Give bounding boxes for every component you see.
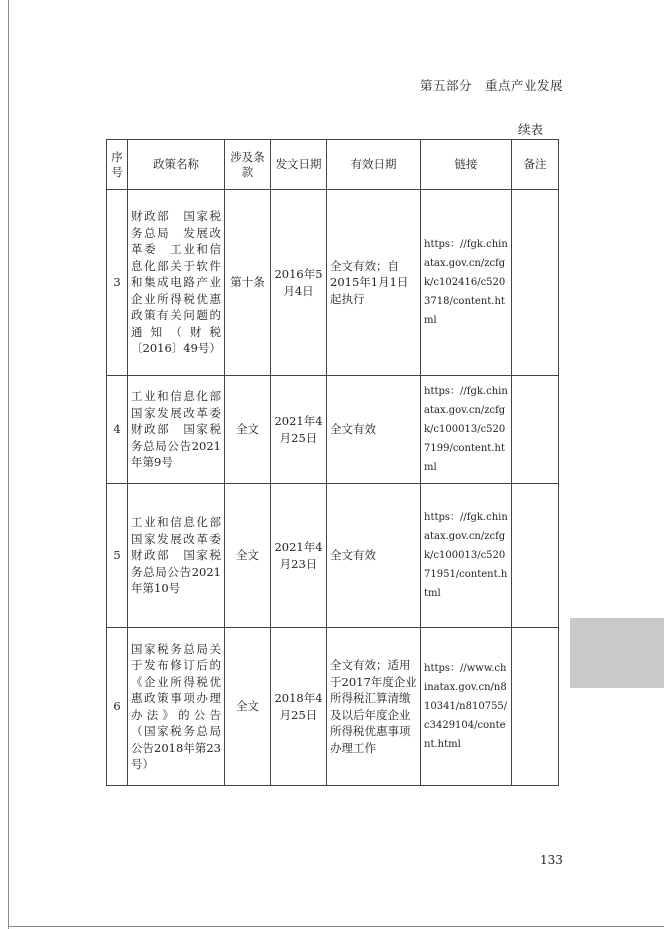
running-header: 第五部分 重点产业发展 (420, 78, 564, 93)
page-border-bottom (8, 926, 664, 927)
clause: 全文 (225, 376, 271, 484)
note (512, 484, 559, 628)
table-row (107, 484, 559, 628)
policy-link[interactable]: https：//fgk.chinatax.gov.cn/zcfgk/c100013/c5207199/content.html (421, 376, 512, 484)
row-number: 3 (107, 190, 128, 376)
policy-name: 工业和信息化部 国家发展改革委 财政部 国家税务总局公告2021年第9号 (128, 376, 225, 484)
clause: 全文 (225, 628, 271, 786)
row-number: 6 (107, 628, 128, 786)
policy-name: 财政部 国家税务总局 发展改革委 工业和信息化部关于软件和集成电路产业企业所得税优惠政策有关问题的通知（财税〔2016〕49号） (128, 190, 225, 376)
note (512, 190, 559, 376)
policy-table (106, 139, 559, 786)
issue-date: 2021年4月25日 (271, 376, 327, 484)
col-header-link: 链接 (421, 140, 512, 190)
issue-date: 2016年5月4日 (271, 190, 327, 376)
clause: 全文 (225, 484, 271, 628)
page-border-left (8, 0, 9, 929)
col-header-issue-date: 发文日期 (271, 140, 327, 190)
table-row (107, 628, 559, 786)
table-row (107, 190, 559, 376)
table-row (107, 376, 559, 484)
table-continued-label: 续表 (518, 122, 544, 137)
policy-link[interactable]: https：//www.chinatax.gov.cn/n810341/n810755/c3429104/content.html (421, 628, 512, 786)
note (512, 628, 559, 786)
policy-link[interactable]: https：//fgk.chinatax.gov.cn/zcfgk/c100013/c52071951/content.html (421, 484, 512, 628)
effective-date: 全文有效 (327, 484, 421, 628)
chapter-side-tab (570, 618, 664, 688)
col-header-number: 序号 (107, 140, 128, 190)
effective-date: 全文有效；自2015年1月1日起执行 (327, 190, 421, 376)
policy-name: 国家税务总局关于发布修订后的《企业所得税优惠政策事项办理办法》的公告（国家税务总局公告2018年第23号） (128, 628, 225, 786)
col-header-effective-date: 有效日期 (327, 140, 421, 190)
effective-date: 全文有效；适用于2017年度企业所得税汇算清缴及以后年度企业所得税优惠事项办理工作 (327, 628, 421, 786)
table-header-row (107, 140, 559, 190)
policy-name: 工业和信息化部 国家发展改革委 财政部 国家税务总局公告2021年第10号 (128, 484, 225, 628)
page-number: 133 (540, 853, 563, 867)
note (512, 376, 559, 484)
issue-date: 2018年4月25日 (271, 628, 327, 786)
row-number: 5 (107, 484, 128, 628)
col-header-clause: 涉及条款 (225, 140, 271, 190)
clause: 第十条 (225, 190, 271, 376)
row-number: 4 (107, 376, 128, 484)
effective-date: 全文有效 (327, 376, 421, 484)
issue-date: 2021年4月23日 (271, 484, 327, 628)
col-header-note: 备注 (512, 140, 559, 190)
policy-link[interactable]: https：//fgk.chinatax.gov.cn/zcfgk/c102416/c5203718/content.html (421, 190, 512, 376)
col-header-policy-name: 政策名称 (128, 140, 225, 190)
